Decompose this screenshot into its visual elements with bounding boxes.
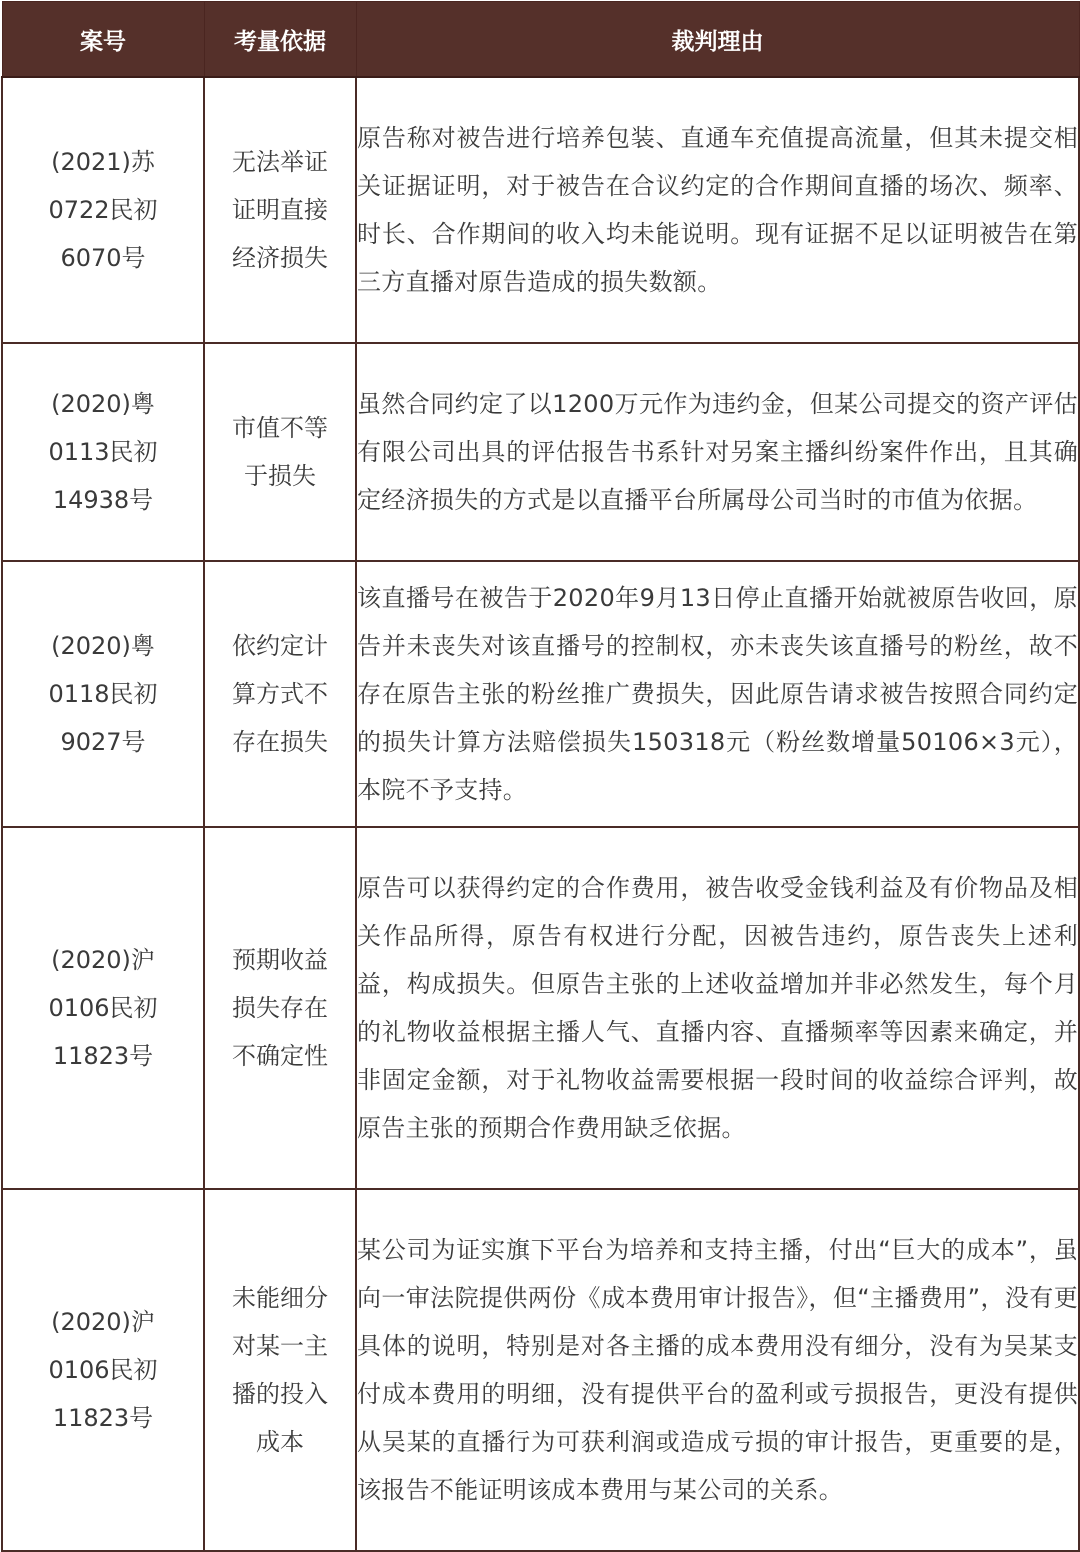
case-number-line: 11823号 [52, 1404, 154, 1432]
case-number-line: 0118民初 [48, 680, 158, 708]
table-row [2, 1189, 1079, 1551]
basis-line: 播的投入 [232, 1380, 328, 1408]
basis-line: 成本 [256, 1428, 304, 1456]
reason-cell: 虽然合同约定了以1200万元作为违约金，但某公司提交的资产评估有限公司出具的评估报告书系针对另案主播纠纷案件作出，且其确定经济损失的方式是以直播平台所属母公司当时的市值为依据。 [356, 343, 1079, 561]
judgment-table [1, 1, 1080, 1552]
reason-cell: 原告可以获得约定的合作费用，被告收受金钱利益及有价物品及相关作品所得，原告有权进行分配，因被告违约，原告丧失上述利益，构成损失。但原告主张的上述收益增加并非必然发生，每个月的礼物收益根据主播人气、直播内容、直播频率等因素来确定，并非固定金额，对于礼物收益需要根据一段时间的收益综合评判，故原告主张的预期合作费用缺乏依据。 [356, 827, 1079, 1189]
case-number-line: 6070号 [60, 244, 146, 272]
case-number-line: 0106民初 [48, 994, 158, 1022]
reason-cell: 原告称对被告进行培养包装、直通车充值提高流量，但其未提交相关证据证明，对于被告在合议约定的合作期间直播的场次、频率、时长、合作期间的收入均未能说明。现有证据不足以证明被告在第三方直播对原告造成的损失数额。 [356, 77, 1079, 343]
reason-cell: 该直播号在被告于2020年9月13日停止直播开始就被原告收回，原告并未丧失对该直播号的控制权，亦未丧失该直播号的粉丝，故不存在原告主张的粉丝推广费损失，因此原告请求被告按照合同约定的损失计算方法赔偿损失150318元（粉丝数增量50106×3元），本院不予支持。 [356, 561, 1079, 827]
basis-cell [204, 827, 356, 1189]
case-number-cell [2, 77, 204, 343]
basis-cell [204, 1189, 356, 1551]
case-number-line: 11823号 [52, 1042, 154, 1070]
case-number-cell [2, 343, 204, 561]
case-number-cell [2, 1189, 204, 1551]
basis-line: 证明直接 [232, 196, 328, 224]
header-reason: 裁判理由 [356, 2, 1079, 78]
basis-line: 预期收益 [232, 946, 328, 974]
basis-line: 经济损失 [232, 244, 328, 272]
basis-line: 于损失 [244, 462, 316, 490]
case-number-line: (2020)粤 [51, 390, 155, 418]
case-number-line: 14938号 [52, 486, 154, 514]
case-number-line: 9027号 [60, 728, 146, 756]
basis-line: 市值不等 [232, 414, 328, 442]
header-row [2, 2, 1079, 78]
case-number-line: (2020)粤 [51, 632, 155, 660]
table-row [2, 827, 1079, 1189]
table-row [2, 77, 1079, 343]
table-row [2, 561, 1079, 827]
basis-line: 算方式不 [232, 680, 328, 708]
basis-cell [204, 343, 356, 561]
basis-line: 未能细分 [232, 1284, 328, 1312]
basis-line: 依约定计 [232, 632, 328, 660]
basis-cell [204, 561, 356, 827]
basis-line: 不确定性 [232, 1042, 328, 1070]
basis-line: 存在损失 [232, 728, 328, 756]
case-number-line: 0113民初 [48, 438, 158, 466]
table-row [2, 343, 1079, 561]
case-number-line: (2020)沪 [51, 1308, 155, 1336]
case-number-line: (2020)沪 [51, 946, 155, 974]
case-number-cell [2, 827, 204, 1189]
case-number-line: 0106民初 [48, 1356, 158, 1384]
case-number-cell [2, 561, 204, 827]
basis-cell [204, 77, 356, 343]
basis-line: 无法举证 [232, 148, 328, 176]
basis-line: 对某一主 [232, 1332, 328, 1360]
basis-line: 损失存在 [232, 994, 328, 1022]
case-number-line: 0722民初 [48, 196, 158, 224]
header-case-no: 案号 [2, 2, 204, 78]
case-number-line: (2021)苏 [51, 148, 155, 176]
reason-cell: 某公司为证实旗下平台为培养和支持主播，付出“巨大的成本”，虽向一审法院提供两份《成本费用审计报告》，但“主播费用”，没有更具体的说明，特别是对各主播的成本费用没有细分，没有为吴某支付成本费用的明细，没有提供平台的盈利或亏损报告，更没有提供从吴某的直播行为可获利润或造成亏损的审计报告，更重要的是，该报告不能证明该成本费用与某公司的关系。 [356, 1189, 1079, 1551]
header-basis: 考量依据 [204, 2, 356, 78]
